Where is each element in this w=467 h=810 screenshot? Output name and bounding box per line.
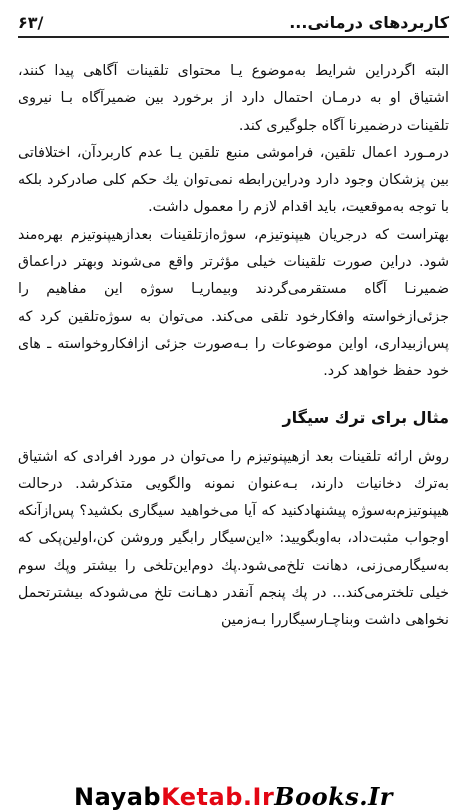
section-heading: مثال برای ترك سیگار: [282, 407, 449, 427]
watermark-part-3: Books.Ir: [274, 782, 393, 810]
page-number: ۶۳/: [18, 13, 44, 32]
paragraph-2: درمـورد اعمال تلقین، فراموشی منبع تلقین یـا عدم کاربردآن، اختلافاتی بین پزشکان وجود دارد ودراین‌رابطه نمی‌توان یك حکم کلی صادرکرد بلکه با توجه به‌موقعیت، باید اقدام لازم را معمول داشت.: [18, 144, 449, 216]
watermark: [0, 784, 467, 810]
running-header: [18, 10, 449, 38]
watermark-part-2: Ketab.Ir: [161, 783, 275, 810]
section-paragraph: روش ارائه تلقینات بعد ازهیپنوتیزم را می‌توان در مورد افرادی که اشتیاق به‌ترك دخانیات دارند، بـه‌عنوان نمونه والگویی متذکرشد. درحالت هیپنوتیزم‌به‌سوژه پیشنهادکنید که آیا می‌خواهید سیگاری بکشید؟ پس‌ازآنکه اوجواب مثبت‌داد، به‌اوبگویید: «این‌سیگار رابگیر وروشن کن،اولین‌پکی که به‌سیگارمی‌زنی، دهانت تلخ‌می‌شود.پك دوم‌این‌تلخی را بیشتر وپك سوم خیلی تلخترمی‌کند... در پك پنجم آنقدر دهـانت تلخ می‌شودکه بیشترتحمل نخواهی داشت وبناچـارسیگاررا بـه‌زمین: [18, 448, 449, 629]
chapter-title: کاربردهای درمانی...: [289, 13, 449, 32]
paragraph-3: بهتراست که درجریان هیپنوتیزم، سوژه‌ازتلقینات بعدازهیپنوتیزم بهره‌مند شود. دراین صورت تلقینات خیلی مؤثرتر واقع می‌شوند وبهتر دراعماق ضمیرنـا آگاه مستقرمی‌گردند وبیماریـا سوژه این مفاهیم را جزئی‌ازخواسته وافکارخود تلقی می‌کند. می‌توان به سوژه‌تلقین کرد که پس‌ازبیداری، اواین موضوعات را بـه‌صورت جزئی ازافکاروخواسته ـ های خود حفظ خواهد کرد.: [18, 226, 449, 380]
paragraph-1: البته اگردراین شرایط به‌موضوع یـا محتوای تلقینات آگاهی پیدا کنند، اشتیاق او به درمـان احتمال دارد از برخورد بین ضمیرآگاه بـا نیروی تلقینات درضمیرنا آگاه جلوگیری کند.: [18, 63, 449, 134]
watermark-part-1: Nayab: [74, 783, 162, 810]
body-text: [18, 58, 449, 635]
